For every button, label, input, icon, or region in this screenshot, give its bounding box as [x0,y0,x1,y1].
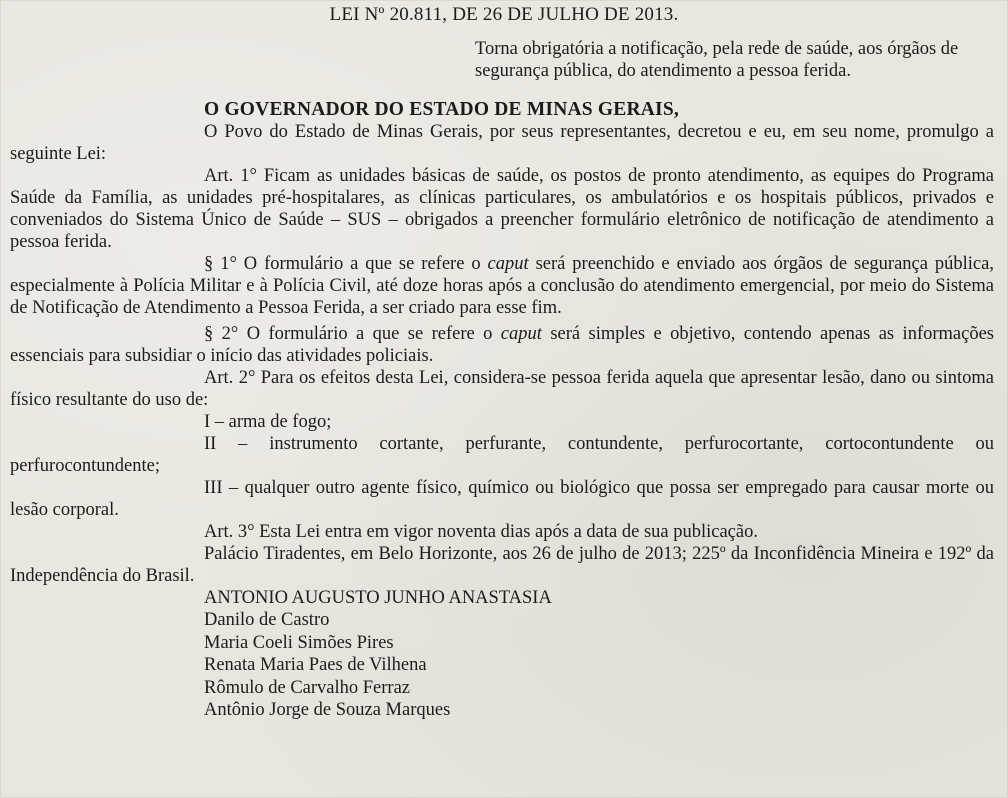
paragraph-1-caput-term: caput [487,254,529,274]
paragraph-2-text-before: § 2° O formulário a que se refere o [204,324,501,344]
article-2: Art. 2° Para os efeitos desta Lei, considera-se pessoa ferida aquela que apresentar lesão, dano ou sintoma físico resultante do uso de: [10,368,994,410]
article-1: Art. 1° Ficam as unidades básicas de saúde, os postos de pronto atendimento, as equipes do Programa Saúde da Família, as unidades pré-hospitalares, as clínicas particulares, os ambulatórios e os hospitais públicos, privados e conveniados do Sistema Único de Saúde – SUS – obrigados a preencher formulário eletrônico de notificação de atendimento a pessoa ferida. [10,166,994,252]
signatory: Danilo de Castro [204,610,330,631]
law-title: LEI Nº 20.811, DE 26 DE JULHO DE 2013. [329,4,679,25]
closing-paragraph: Palácio Tiradentes, em Belo Horizonte, aos 26 de julho de 2013; 225º da Inconfidência Mineira e 192º da Independência do Brasil. [10,544,994,586]
signatory: Maria Coeli Simões Pires [204,632,394,653]
article-2-item-1: I – arma de fogo; [204,412,332,432]
paragraph-2-text-after: será simples e objetivo, contendo apenas as informações essenciais para subsidiar o início das atividades policiais. [10,324,994,366]
article-1-paragraph-2 [10,323,994,367]
signatory: Rômulo de Carvalho Ferraz [204,677,411,698]
signatory: Antônio Jorge de Souza Marques [204,700,451,721]
article-1-paragraph-1 [10,253,994,319]
article-3: Art. 3° Esta Lei entra em vigor noventa dias após a data de sua publicação. [204,522,758,542]
paragraph-1-text-before: § 1° O formulário a que se refere o [204,254,488,274]
article-2-item-2: II – instrumento cortante, perfurante, contundente, perfurocortante, cortocontundente ou perfurocontundente; [10,434,994,476]
signatory: Renata Maria Paes de Vilhena [204,655,427,676]
paragraph-1-text-after: será preenchido e enviado aos órgãos de segurança pública, especialmente à Polícia Militar e à Polícia Civil, até doze horas após a conclusão do atendimento emergencial, por meio do Sistema de Notificação de Atendimento a Pessoa Ferida, a ser criado para esse fim. [10,254,994,318]
signatories-block [204,587,994,721]
preamble-paragraph: O Povo do Estado de Minas Gerais, por seus representantes, decretou e eu, em seu nome, promulgo a seguinte Lei: [10,122,994,164]
authority-heading: O GOVERNADOR DO ESTADO DE MINAS GERAIS, [204,99,679,120]
paragraph-2-caput-term: caput [500,324,542,344]
signatory-governor: ANTONIO AUGUSTO JUNHO ANASTASIA [204,588,552,608]
article-2-item-3: III – qualquer outro agente físico, químico ou biológico que possa ser empregado para causar morte ou lesão corporal. [10,478,994,520]
law-ementa: Torna obrigatória a notificação, pela rede de saúde, aos órgãos de segurança pública, do atendimento a pessoa ferida. [475,39,959,81]
